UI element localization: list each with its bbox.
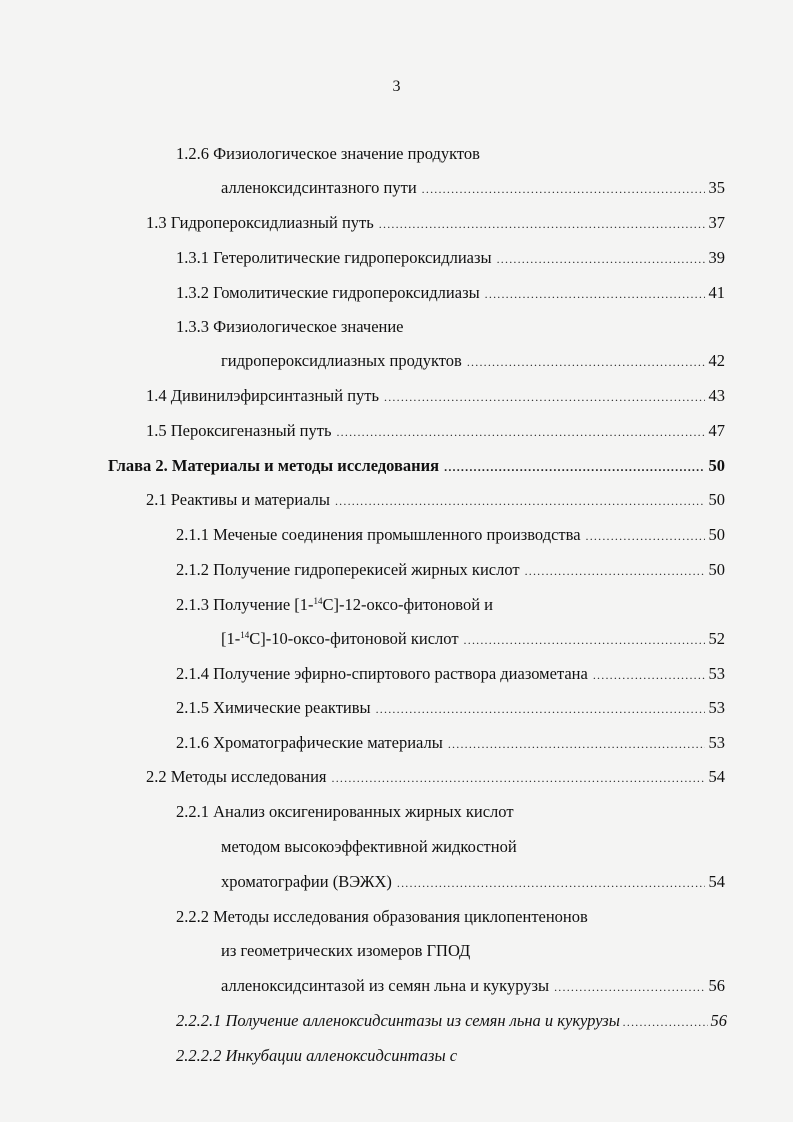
dot-leader bbox=[422, 179, 705, 199]
toc-page-number: 47 bbox=[708, 421, 725, 440]
page-number: 3 bbox=[392, 78, 401, 95]
dot-leader bbox=[586, 526, 705, 546]
superscript-14: 14 bbox=[313, 596, 323, 606]
dot-leader bbox=[332, 768, 705, 788]
toc-entry-2-2-2-1[interactable] bbox=[176, 1011, 727, 1032]
dot-leader bbox=[384, 387, 704, 407]
toc-entry-2-2-1-line1: 2.2.1 Анализ оксигенированных жирных кислот bbox=[176, 802, 514, 821]
toc-page-number: 35 bbox=[708, 178, 725, 197]
toc-entry-text: 1.3.1 Гетеролитические гидропероксидлиазы bbox=[176, 248, 492, 267]
toc-page-number: 54 bbox=[708, 767, 725, 786]
toc-entry-1-2-6-line1: 1.2.6 Физиологическое значение продуктов bbox=[176, 144, 480, 163]
toc-page-number: 37 bbox=[708, 213, 725, 232]
toc-entry-text: [1-$^{14}$C]-10-оксо-фитоновой кислот bbox=[221, 629, 459, 648]
toc-entry-2-2-1-line2: методом высокоэффективной жидкостной bbox=[221, 837, 517, 856]
toc-entry-text: 2.1.4 Получение эфирно-спиртового раствора диазометана bbox=[176, 664, 588, 683]
toc-page-number: 56 bbox=[708, 976, 725, 995]
toc-page-number: 50 bbox=[708, 525, 725, 544]
toc-entry-text: 1.3.2 Гомолитические гидропероксидлиазы bbox=[176, 283, 480, 302]
toc-entry-1-4[interactable] bbox=[146, 386, 725, 407]
toc-entry-2-1-1[interactable] bbox=[176, 525, 725, 546]
toc-page-number: 53 bbox=[708, 698, 725, 717]
superscript-14: 14 bbox=[240, 630, 250, 640]
toc-entry-2-2-2-line2: из геометрических изомеров ГПОД bbox=[221, 941, 471, 960]
toc-entry-2-2-1[interactable] bbox=[221, 872, 725, 893]
dot-leader bbox=[485, 284, 705, 304]
toc-page-number: 56 bbox=[710, 1011, 727, 1030]
dot-leader bbox=[623, 1012, 708, 1032]
toc-page-number: 41 bbox=[708, 283, 725, 302]
toc-entry-2-1-3[interactable] bbox=[221, 629, 725, 650]
dot-leader bbox=[497, 249, 705, 269]
toc-entry-2-2-2-2-line1: 2.2.2.2 Инкубации алленоксидсинтазы с bbox=[176, 1046, 458, 1065]
dot-leader bbox=[335, 491, 705, 511]
dot-leader bbox=[464, 630, 705, 650]
toc-page-number: 50 bbox=[708, 560, 725, 579]
toc-page-number: 42 bbox=[708, 351, 725, 370]
toc-entry-text: 1.4 Дивинилэфирсинтазный путь bbox=[146, 386, 380, 405]
toc-page-number: 39 bbox=[708, 248, 725, 267]
toc-page-number: 50 bbox=[708, 456, 725, 475]
toc-entry-text: 2.2.2.1 Получение алленоксидсинтазы из семян льна и кукурузы bbox=[176, 1011, 620, 1030]
toc-entry-text: гидропероксидлиазных продуктов bbox=[221, 351, 462, 370]
dot-leader bbox=[444, 457, 704, 477]
toc-entry-text: 2.2 Методы исследования bbox=[146, 767, 327, 786]
toc-entry-1-3[interactable] bbox=[146, 213, 725, 234]
toc-entry-1-2-6[interactable] bbox=[221, 178, 725, 199]
toc-entry-text: 2.1.6 Хроматографические материалы bbox=[176, 733, 443, 752]
toc-entry-text: 1.5 Пероксигеназный путь bbox=[146, 421, 332, 440]
toc-page-number: 53 bbox=[708, 664, 725, 683]
toc-entry-2-1-2[interactable] bbox=[176, 560, 725, 581]
toc-entry-text: 2.1.2 Получение гидроперекисей жирных кислот bbox=[176, 560, 520, 579]
toc-page-number: 54 bbox=[708, 872, 725, 891]
dot-leader bbox=[525, 561, 705, 581]
toc-chapter-2[interactable] bbox=[108, 456, 725, 477]
toc-page-number: 43 bbox=[708, 386, 725, 405]
toc-entry-2-2-2[interactable] bbox=[221, 976, 725, 997]
toc-entry-1-3-3[interactable] bbox=[221, 351, 725, 372]
toc-entry-text: алленоксидсинтазой из семян льна и кукурузы bbox=[221, 976, 550, 995]
dot-leader bbox=[379, 214, 705, 234]
toc-entry-2-1[interactable] bbox=[146, 490, 725, 511]
toc-entry-2-1-3-line1: 2.1.3 Получение [1-$^{14}$C]-12-оксо-фитоновой и bbox=[176, 595, 494, 614]
dot-leader bbox=[397, 873, 705, 893]
toc-entry-1-3-3-line1: 1.3.3 Физиологическое значение bbox=[176, 317, 404, 336]
dot-leader bbox=[554, 977, 704, 997]
dot-leader bbox=[593, 665, 705, 685]
dot-leader bbox=[336, 422, 704, 442]
toc-entry-text: 2.1 Реактивы и материалы bbox=[146, 490, 330, 509]
toc-entry-text: алленоксидсинтазного пути bbox=[221, 178, 417, 197]
toc-entry-text: 2.1.5 Химические реактивы bbox=[176, 698, 371, 717]
toc-entry-text: 2.1.1 Меченые соединения промышленного производства bbox=[176, 525, 581, 544]
toc-entry-text: 1.3 Гидропероксидлиазный путь bbox=[146, 213, 374, 232]
dot-leader bbox=[467, 352, 705, 372]
toc-entry-2-1-4[interactable] bbox=[176, 664, 725, 685]
toc-entry-2-1-5[interactable] bbox=[176, 698, 725, 719]
toc-entry-2-2-2-line1: 2.2.2 Методы исследования образования циклопентенонов bbox=[176, 907, 588, 926]
toc-entry-2-1-6[interactable] bbox=[176, 733, 725, 754]
toc-entry-1-3-2[interactable] bbox=[176, 283, 725, 304]
dot-leader bbox=[376, 699, 705, 719]
toc-page-number: 53 bbox=[708, 733, 725, 752]
toc-entry-1-5[interactable] bbox=[146, 421, 725, 442]
toc-page-number: 52 bbox=[708, 629, 725, 648]
toc-page-number: 50 bbox=[708, 490, 725, 509]
toc-entry-text: хроматографии (ВЭЖХ) bbox=[221, 872, 392, 891]
dot-leader bbox=[448, 734, 705, 754]
toc-entry-2-2[interactable] bbox=[146, 767, 725, 788]
toc-entry-1-3-1[interactable] bbox=[176, 248, 725, 269]
toc-entry-text: Глава 2. Материалы и методы исследования bbox=[108, 456, 440, 475]
